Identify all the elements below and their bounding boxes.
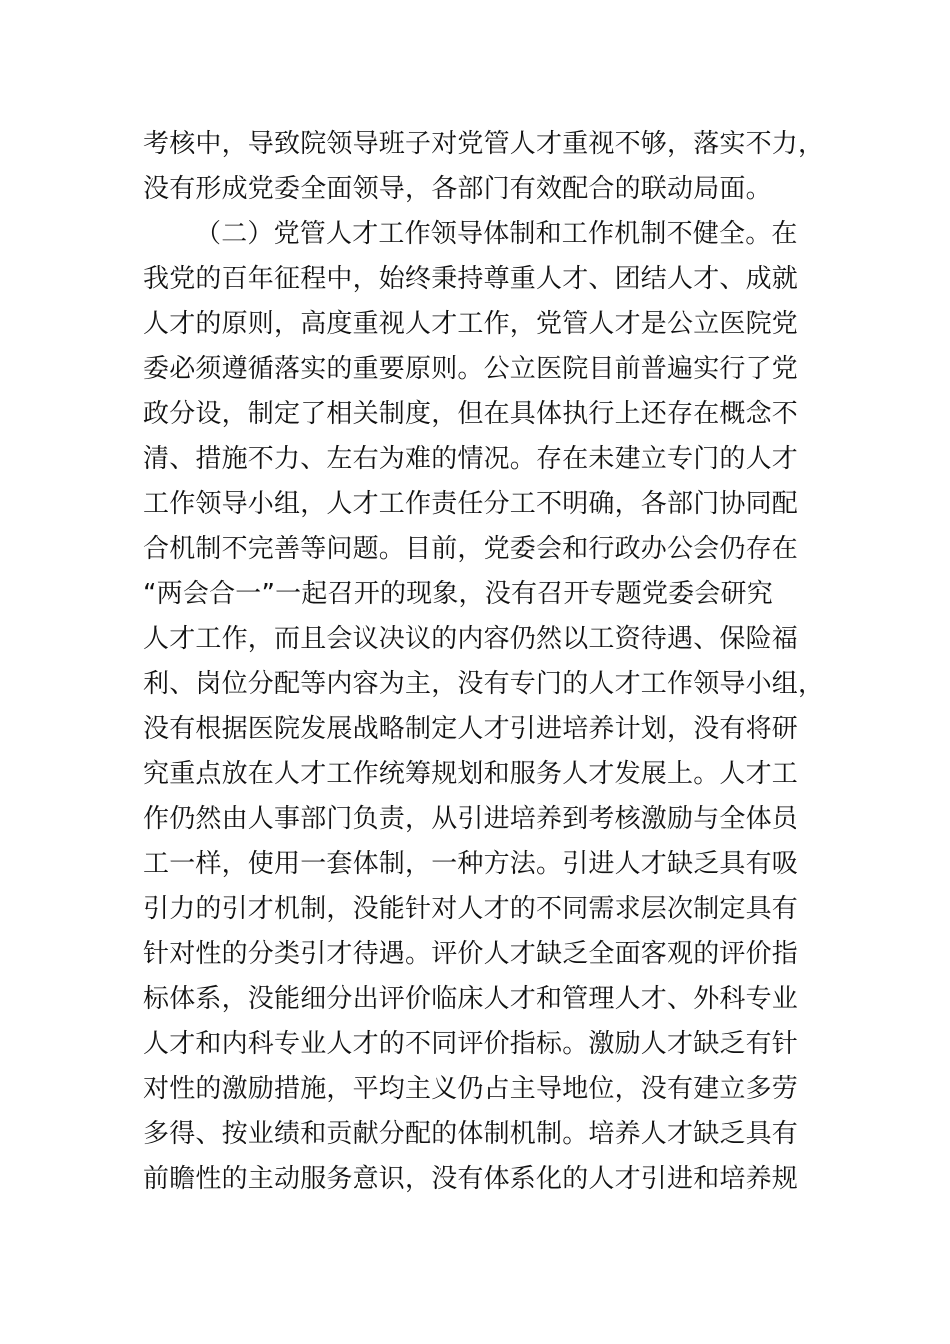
text-line: 我党的百年征程中，始终秉持尊重人才、团结人才、成就: [143, 264, 799, 294]
text-line: 人才和内科专业人才的不同评价指标。激励人才缺乏有针: [143, 1029, 799, 1059]
text-line: 究重点放在人才工作统筹规划和服务人才发展上。人才工: [143, 759, 799, 789]
text-line: 针对性的分类引才待遇。评价人才缺乏全面客观的评价指: [143, 939, 799, 969]
section-heading-line: （二）党管人才工作领导体制和工作机制不健全。在: [195, 219, 798, 249]
text-line: 多得、按业绩和贡献分配的体制机制。培养人才缺乏具有: [143, 1119, 799, 1149]
text-line: 没有根据医院发展战略制定人才引进培养计划，没有将研: [143, 714, 799, 744]
text-line: 引力的引才机制，没能针对人才的不同需求层次制定具有: [143, 894, 799, 924]
text-line: 政分设，制定了相关制度，但在具体执行上还存在概念不: [143, 399, 799, 429]
text-line: 工作领导小组，人才工作责任分工不明确，各部门协同配: [143, 489, 799, 519]
text-line: 前瞻性的主动服务意识，没有体系化的人才引进和培养规: [143, 1164, 799, 1194]
text-line: 作仍然由人事部门负责，从引进培养到考核激励与全体员: [143, 804, 799, 834]
body-text: [143, 122, 823, 1202]
text-line: “两会合一”一起召开的现象，没有召开专题党委会研究: [143, 579, 773, 609]
text-line: 考核中，导致院领导班子对党管人才重视不够，落实不力，: [143, 129, 825, 159]
text-line: 标体系，没能细分出评价临床人才和管理人才、外科专业: [143, 984, 799, 1014]
text-line: 利、岗位分配等内容为主，没有专门的人才工作领导小组，: [143, 669, 825, 699]
text-line: 人才工作，而且会议决议的内容仍然以工资待遇、保险福: [143, 624, 799, 654]
text-line: 合机制不完善等问题。目前，党委会和行政办公会仍存在: [143, 534, 799, 564]
text-line: 清、措施不力、左右为难的情况。存在未建立专门的人才: [143, 444, 799, 474]
text-line: 工一样，使用一套体制，一种方法。引进人才缺乏具有吸: [143, 849, 799, 879]
text-line: 委必须遵循落实的重要原则。公立医院目前普遍实行了党: [143, 354, 799, 384]
text-line: 没有形成党委全面领导，各部门有效配合的联动局面。: [143, 174, 772, 204]
text-line: 人才的原则，高度重视人才工作，党管人才是公立医院党: [143, 309, 799, 339]
text-line: 对性的激励措施，平均主义仍占主导地位，没有建立多劳: [143, 1074, 799, 1104]
